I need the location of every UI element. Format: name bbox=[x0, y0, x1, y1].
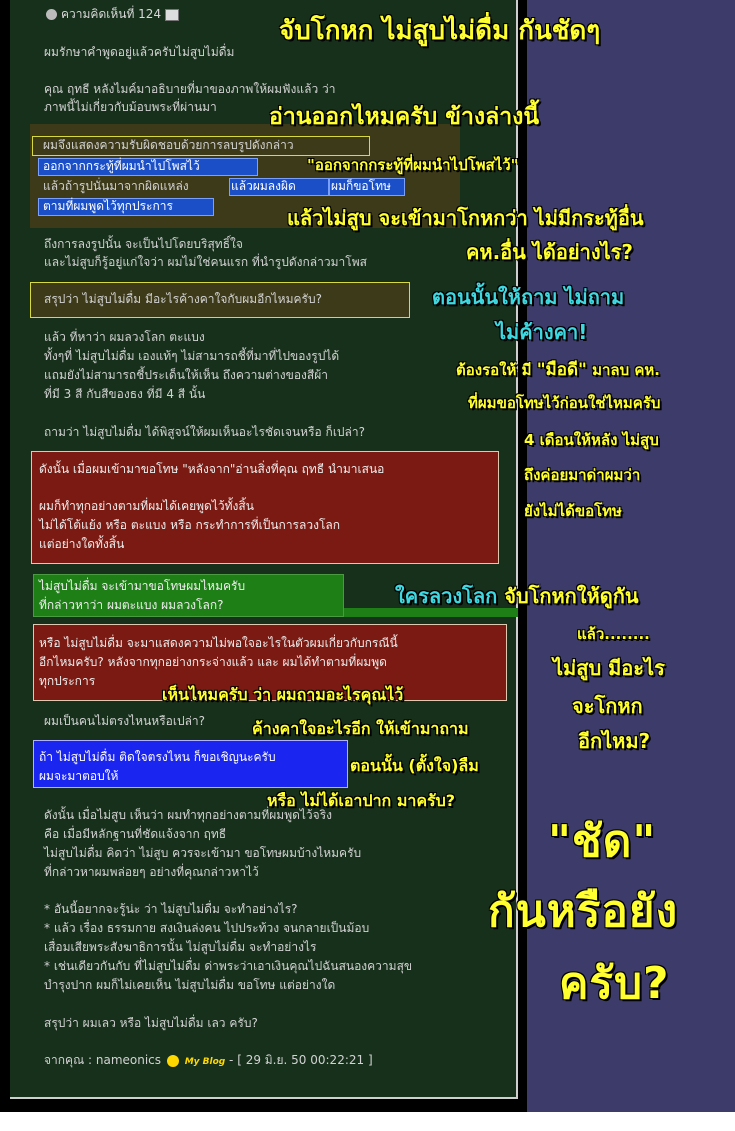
overlay-text: แล้วไม่สูบ จะเข้ามาโกหกว่า ไม่มีกระทู้อื่น bbox=[287, 206, 644, 230]
comment-number: ความคิดเห็นที่ 124 bbox=[61, 7, 162, 21]
text-line: ทุกประการ bbox=[39, 674, 96, 688]
overlay-text: จะโกหก bbox=[572, 694, 643, 718]
overlay-part: จับโกหกให้ดูกัน bbox=[504, 584, 639, 608]
overlay-text: ถึงค่อยมาด่าผมว่า bbox=[524, 466, 641, 484]
comment-header bbox=[46, 5, 179, 24]
overlay-text: "ออกจากกระทู้ที่ผมนำไปโพสไว้" bbox=[307, 156, 519, 174]
overlay-text: ที่ผมขอโทษไว้ก่อนใช่ไหมครับ bbox=[468, 394, 661, 412]
overlay-text: คห.อื่น ได้อย่างไร? bbox=[466, 240, 633, 264]
text-line: คือ เมื่อมีหลักฐานที่ชัดแจ้งจาก ฤทธี bbox=[44, 827, 227, 841]
text-line: ผมรักษาคำพูดอยู่แล้วครับไม่สูบไม่ดื่ม bbox=[44, 45, 235, 59]
text-line: ผมก็ขอโทษ bbox=[331, 179, 391, 193]
text-line: แต่อย่างใดทั้งสิ้น bbox=[39, 537, 125, 551]
text-line: แล้วผมลงผิด bbox=[231, 179, 296, 193]
text-line: * เช่นเดียวกันกับ ที่ไม่สูบไม่ดื่ม ด่าพระว่าเอาเงินคุณไปฉันสนองความสุข bbox=[44, 959, 413, 973]
text-line: เสื่อมเสียพระสังฆาธิการนั้น ไม่สูบไม่ดื่ม จะทำอย่างไร bbox=[44, 940, 317, 954]
overlay-part: มาลบ คห. bbox=[592, 361, 660, 379]
text-line: สรุปว่า ไม่สูบไม่ดื่ม มีอะไรค้างคาใจกับผมอีกไหมครับ? bbox=[44, 292, 322, 306]
text-line: ที่กล่าวหาว่า ผมตะแบง ผมลวงโลก? bbox=[39, 598, 224, 612]
overlay-text: 4 เดือนให้หลัง ไม่สูบ bbox=[524, 431, 659, 449]
overlay-text bbox=[456, 356, 660, 383]
overlay-part: ต้องรอให้ มี bbox=[456, 361, 532, 379]
text-line: ทั้งๆที่ ไม่สูบไม่ดื่ม เองแท้ๆ ไม่สามารถชี้ที่มาที่ไปของรูปได้ bbox=[44, 349, 340, 363]
overlay-text: ตอนนั้นให้ถาม ไม่ถาม bbox=[432, 285, 625, 309]
overlay-text: ตอนนั้น (ตั้งใจ)ลืม bbox=[350, 756, 479, 775]
overlay-text: ค้างคาใจอะไรอีก ให้เข้ามาถาม bbox=[252, 719, 469, 738]
text-line: ถามว่า ไม่สูบไม่ดื่ม ได้พิสูจน์ให้ผมเห็นอะไรชัดเจนหรือ ก็เปล่า? bbox=[44, 425, 366, 439]
text-line: ไม่สูบไม่ดื่ม จะเข้ามาขอโทษผมไหมครับ bbox=[39, 579, 246, 593]
text-line: แล้ว ที่หาว่า ผมลวงโลก ตะแบง bbox=[44, 330, 205, 344]
text-line: ดังนั้น เมื่อไม่สูบ เห็นว่า ผมทำทุกอย่างตามที่ผมพูดไว้จริง bbox=[44, 808, 333, 822]
overlay-text: แล้ว........ bbox=[577, 625, 650, 643]
text-line: ที่กล่าวหาผมพล่อยๆ อย่างที่คุณกล่าวหาไว้ bbox=[44, 865, 259, 879]
overlay-part: "มือดี" bbox=[536, 360, 587, 380]
text-line: อีกไหมครับ? หลังจากทุกอย่างกระจ่างแล้ว และ ผมได้ทำตามที่ผมพูด bbox=[39, 655, 387, 669]
overlay-text: อ่านออกไหมครับ ข้างล่างนี้ bbox=[269, 104, 540, 130]
text-line: และไม่สูบก็รู้อยู่แก่ใจว่า ผมไม่ใช่คนแรก ที่นำรูปดังกล่าวมาโพส bbox=[44, 255, 367, 269]
overlay-text: เห็นไหมครับ ว่า ผมถามอะไรคุณไว้ bbox=[162, 685, 404, 704]
text-line: * แล้ว เรื่อง ธรรมกาย สงเงินล่งคน ไปประท้วง จนกลายเป็นม้อบ bbox=[44, 921, 370, 935]
overlay-text: ยังไม่ได้ขอโทษ bbox=[524, 502, 622, 520]
text-line: แล้วถ้ารูปนั่นมาจากผิดแหล่ง bbox=[43, 179, 189, 193]
text-line: ดังนั้น เมื่อผมเข้ามาขอโทษ "หลังจาก"อ่านสิ่งที่คุณ ฤทธี นำมาเสนอ bbox=[39, 462, 385, 476]
page-bottom-strip bbox=[0, 1112, 735, 1131]
text-line: ภาพนี้ไม่เกี่ยวกับม้อบพระที่ผ่านมา bbox=[44, 100, 217, 114]
post-date: - [ 29 มิ.ย. 50 00:22:21 ] bbox=[229, 1053, 373, 1067]
overlay-text: กันหรือยัง bbox=[488, 886, 679, 937]
text-line: ถ้า ไม่สูบไม่ดื่ม ติดใจตรงไหน ก็ขอเชิญนะครับ bbox=[39, 750, 276, 764]
overlay-text: ครับ? bbox=[559, 958, 670, 1009]
text-line: ไม่สูบไม่ดื่ม คิดว่า ไม่สูบ ควรจะเข้ามา ขอโทษผมบ้างไหมครับ bbox=[44, 846, 362, 860]
overlay-part: ใครลวงโลก bbox=[395, 584, 498, 608]
text-line: ผมก็ทำทุกอย่างตามที่ผมได้เคยพูดไว้ทั้งสิ้น bbox=[39, 499, 254, 513]
text-line: ตามที่ผมพูดไว้ทุกประการ bbox=[43, 199, 173, 213]
overlay-text: หรือ ไม่ได้เอาปาก มาครับ? bbox=[267, 791, 456, 810]
text-line: * อันนี้อยากจะรู้น่ะ ว่า ไม่สูบไม่ดื่ม จะทำอย่างไร? bbox=[44, 902, 298, 916]
text-line: สรุปว่า ผมเลว หรือ ไม่สูบไม่ดื่ม เลว ครับ? bbox=[44, 1016, 258, 1030]
text-line: ถึงการลงรูปนั้น จะเป็นไปโดยบริสุทธิ์ใจ bbox=[44, 237, 243, 251]
comment-footer bbox=[44, 1051, 373, 1072]
note-icon bbox=[165, 9, 179, 21]
overlay-text: อีกไหม? bbox=[578, 729, 651, 753]
text-line: หรือ ไม่สูบไม่ดื่ม จะมาแสดงความไม่พอใจอะไรในตัวผมเกี่ยวกับกรณีนี้ bbox=[39, 636, 398, 650]
text-line: ผมจึงแสดงความรับผิดชอบด้วยการลบรูปดังกล่าว bbox=[43, 138, 294, 152]
overlay-text: ไม่สูบ มีอะไร bbox=[553, 656, 665, 680]
overlay-text: จับโกหก ไม่สูบไม่ดื่ม กันชัดๆ bbox=[279, 16, 601, 46]
overlay-text bbox=[395, 580, 639, 612]
text-line: ผมจะมาตอบให้ bbox=[39, 769, 119, 783]
text-line: แถมยังไม่สามารถชี้ประเด็นให้เห็น ถึงความต่างของสีผ้า bbox=[44, 368, 329, 382]
my-blog-link[interactable]: My Blog bbox=[184, 1057, 226, 1067]
text-line: คุณ ฤทธี หลังไมค์มาอธิบายที่มาของภาพให้ผมฟังแล้ว ว่า bbox=[44, 82, 336, 96]
text-line: ไม่ได้โต้แย้ง หรือ ตะแบง หรือ กระทำการที่เป็นการลวงโลก bbox=[39, 518, 341, 532]
text-line: บำรุงปาก ผมก็ไม่เคยเห็น ไม่สูบไม่ดื่ม ขอโทษ แต่อย่างใด bbox=[44, 978, 336, 992]
overlay-text: ไม่ค้างคา! bbox=[496, 320, 588, 344]
smiley-icon bbox=[167, 1055, 179, 1067]
author-label: จากคุณ : nameonics bbox=[44, 1053, 162, 1067]
comment-user-icon bbox=[46, 9, 57, 20]
text-line: ออกจากกระทู้ที่ผมนำไปโพสไว้ bbox=[43, 159, 200, 173]
overlay-text: "ชัด" bbox=[548, 816, 657, 867]
text-line: ผมเป็นคนไม่ตรงไหนหรือเปล่า? bbox=[44, 714, 206, 728]
text-line: ที่มี 3 สี กับสีของธง ที่มี 4 สี นั้น bbox=[44, 387, 206, 401]
